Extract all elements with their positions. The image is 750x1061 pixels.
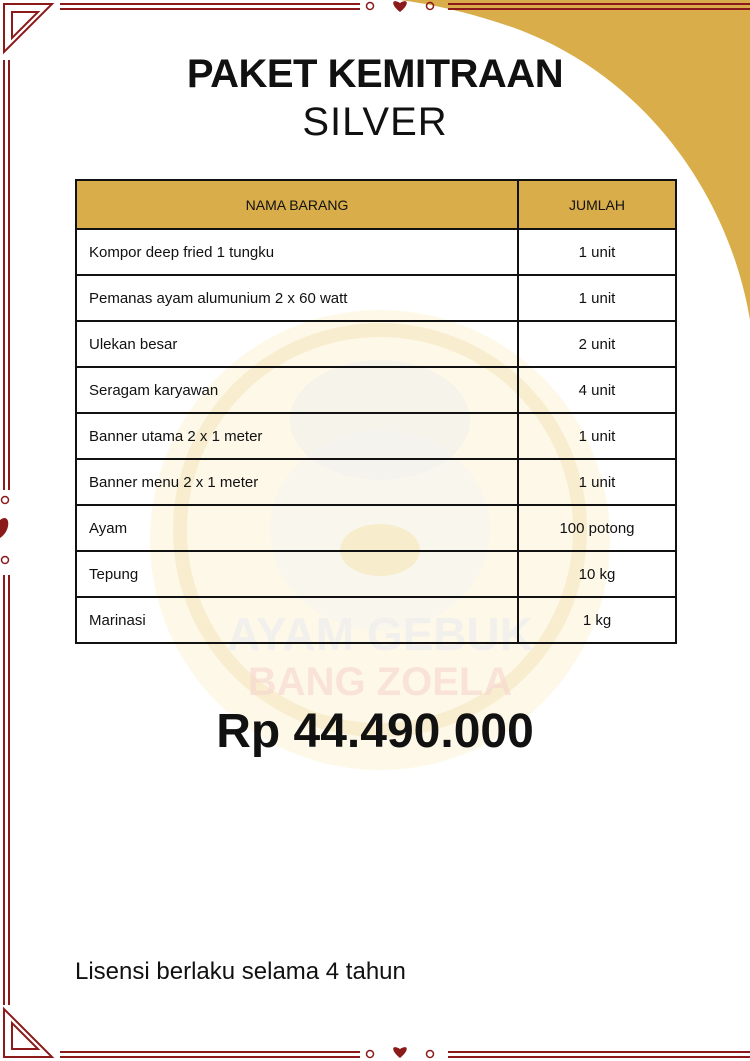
table-header-row	[76, 180, 676, 229]
item-name: Seragam karyawan	[76, 367, 518, 413]
license-note: Lisensi berlaku selama 4 tahun	[75, 958, 406, 985]
table-row	[76, 321, 676, 367]
item-name: Banner utama 2 x 1 meter	[76, 413, 518, 459]
item-qty: 1 unit	[518, 229, 676, 275]
table-row	[76, 551, 676, 597]
watermark-line2: BANG ZOELA	[247, 660, 513, 704]
package-tier: SILVER	[302, 100, 448, 144]
item-qty: 1 unit	[518, 275, 676, 321]
item-qty: 10 kg	[518, 551, 676, 597]
table-row	[76, 275, 676, 321]
heart-ornament-left	[0, 497, 9, 564]
items-table	[75, 179, 677, 644]
item-name: Marinasi	[76, 597, 518, 643]
item-name: Ayam	[76, 505, 518, 551]
page-title: PAKET KEMITRAAN	[186, 52, 564, 96]
table-row	[76, 505, 676, 551]
heart-ornament-bottom	[367, 1047, 434, 1058]
item-qty: 1 unit	[518, 459, 676, 505]
item-name: Tepung	[76, 551, 518, 597]
column-header-name: NAMA BARANG	[76, 180, 518, 229]
item-name: Banner menu 2 x 1 meter	[76, 459, 518, 505]
table-row	[76, 459, 676, 505]
item-qty: 4 unit	[518, 367, 676, 413]
watermark-line1: AYAM GEBUK	[227, 608, 533, 660]
item-qty: 1 kg	[518, 597, 676, 643]
column-header-qty: JUMLAH	[518, 180, 676, 229]
table-row	[76, 597, 676, 643]
item-qty: 2 unit	[518, 321, 676, 367]
table-row	[76, 229, 676, 275]
package-price: Rp 44.490.000	[216, 705, 534, 758]
table-row	[76, 413, 676, 459]
item-qty: 1 unit	[518, 413, 676, 459]
item-qty: 100 potong	[518, 505, 676, 551]
item-name: Pemanas ayam alumunium 2 x 60 watt	[76, 275, 518, 321]
table-row	[76, 367, 676, 413]
item-name: Ulekan besar	[76, 321, 518, 367]
item-name: Kompor deep fried 1 tungku	[76, 229, 518, 275]
